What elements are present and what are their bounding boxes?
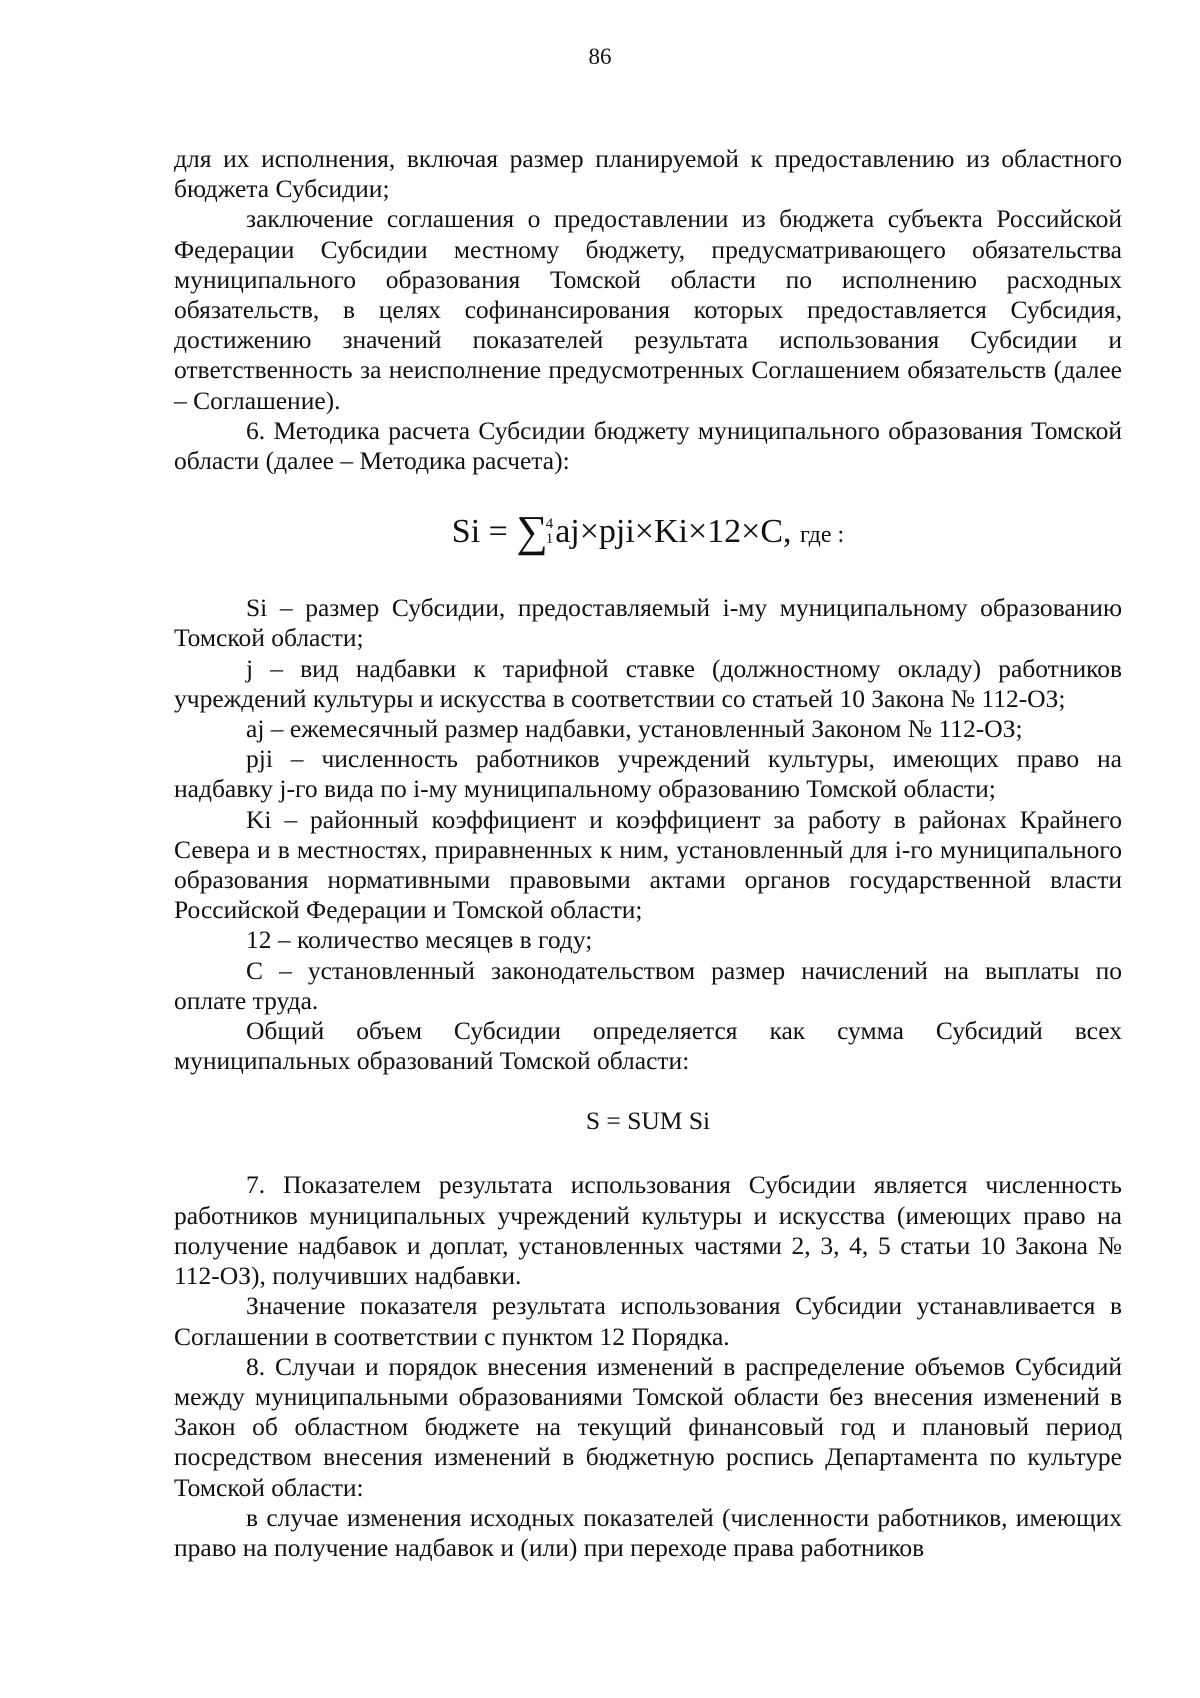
paragraph-budget-subsidy: для их исполнения, включая размер планируемой к предоставлению из областного бюджета Субсидии; (174, 144, 1122, 204)
formula-where: где : (800, 522, 845, 549)
paragraph-agreement: заключение соглашения о предоставлении из бюджета субъекта Российской Федерации Субсидии местному бюджету, предусматривающего обязательства муниципального образования Томской области по исполнению расходных обязательств, в целях софинансирования которых предоставляется Субсидия, достижению значений показателей результата использования Субсидии и ответственность за неисполнение предусмотренных Соглашением обязательств (далее – Соглашение). (174, 204, 1122, 415)
sum-lower-limit: 1 (545, 531, 554, 548)
paragraph-changes: 8. Случаи и порядок внесения изменений в распределение объемов Субсидий между муниципальными образованиями Томской области без внесения изменений в Закон об областном бюджете на текущий финансовый год и плановый период посредством внесения изменений в бюджетную роспись Департамента по культуре Томской области: (174, 1351, 1122, 1502)
formula-lhs: Si = (451, 513, 508, 551)
definition-ki: Ki – районный коэффициент и коэффициент за работу в районах Крайнего Севера и в местностях, приравненных к ним, установленный для i-го муниципального образования нормативными правовыми актами органов государственной власти Российской Федерации и Томской области; (174, 804, 1122, 925)
sum-limits (546, 517, 554, 547)
definition-pji: pji – численность работников учреждений культуры, имеющих право на надбавку j-го вида по i-му муниципальному образованию Томской области; (174, 744, 1122, 804)
total-formula: S = SUM Si (585, 1106, 711, 1136)
definition-si: Si – размер Субсидии, предоставляемый i-му муниципальному образованию Томской области; (174, 593, 1122, 653)
definition-j: j – вид надбавки к тарифной ставке (должностному окладу) работников учреждений культуры и искусства в соответствии со статьей 10 Закона № 112-ОЗ; (174, 653, 1122, 713)
definition-12: 12 – количество месяцев в году; (246, 925, 593, 955)
page-number: 86 (588, 44, 612, 69)
definition-c: C – установленный законодательством размер начислений на выплаты по оплате труда. (174, 955, 1122, 1015)
subsidy-formula (174, 504, 1122, 559)
paragraph-changes-case: в случае изменения исходных показателей (численности работников, имеющих право на получение надбавок и (или) при переходе права работников (174, 1502, 1122, 1562)
paragraph-total-volume: Общий объем Субсидии определяется как сумма Субсидий всех муниципальных образований Томской области: (174, 1016, 1122, 1076)
definition-aj: aj – ежемесячный размер надбавки, установленный Законом № 112-ОЗ; (246, 714, 1023, 744)
paragraph-methodology: 6. Методика расчета Субсидии бюджету муниципального образования Томской области (далее – Методика расчета): (174, 415, 1122, 476)
document-body (174, 144, 1122, 1563)
sum-upper-limit: 4 (545, 516, 554, 533)
sum-symbol: ∑ (516, 507, 548, 557)
formula-body: aj×pji×Ki×12×C, (555, 513, 792, 551)
paragraph-indicator: 7. Показателем результата использования Субсидии является численность работников муниципальных учреждений культуры и искусства (имеющих право на получение надбавок и доплат, установленных частями 2, 3, 4, 5 статьи 10 Закона № 112-ОЗ), получивших надбавки. (174, 1170, 1122, 1291)
paragraph-indicator-value: Значение показателя результата использования Субсидии устанавливается в Соглашении в соответствии с пунктом 12 Порядка. (174, 1291, 1122, 1351)
